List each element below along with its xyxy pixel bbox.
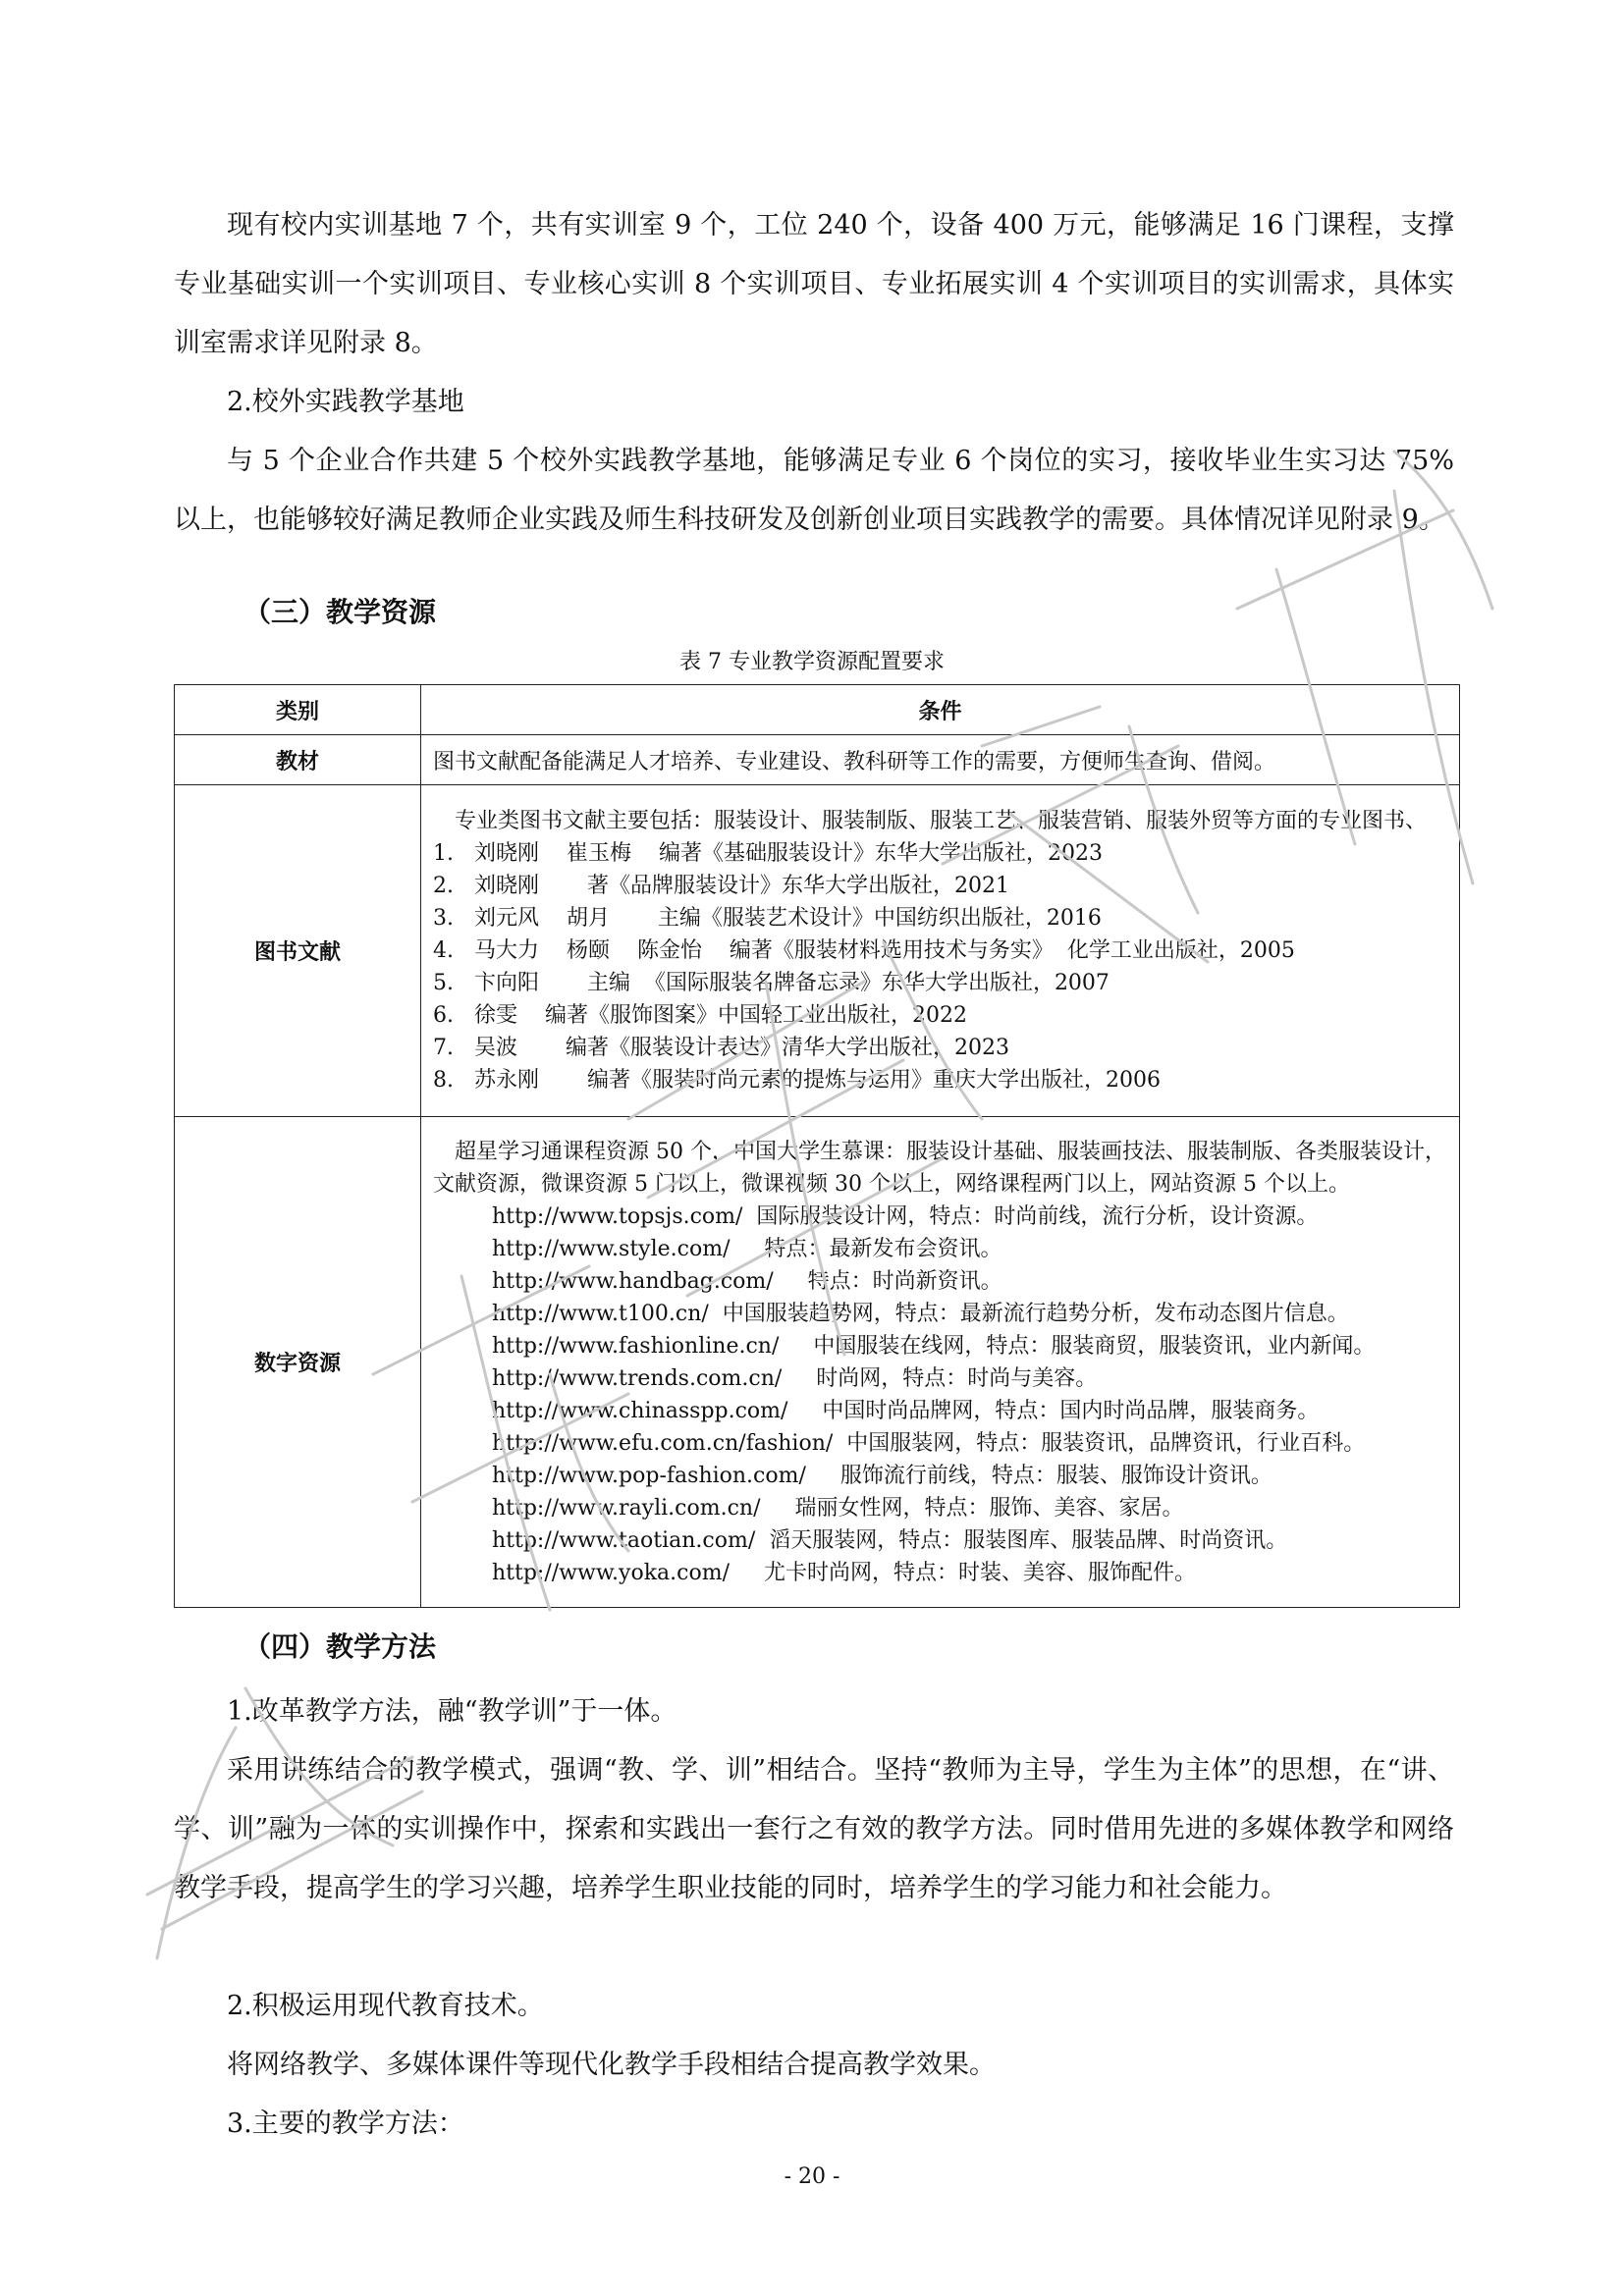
book-item-text: 马大力 杨颐 陈金怡 编著《服装材料选用技术与务实》 化学工业出版社，2005 <box>474 938 1295 963</box>
paragraph-method-reform: 1.改革教学方法，融“教学训”于一体。 <box>227 1696 677 1727</box>
paragraph-external-base: 与 5 个企业合作共建 5 个校外实践教学基地，能够满足专业 6 个岗位的实习，接收毕业生实习达 75%以上，也能够较好满足教师企业实践及师生科技研发及创新创业项目实践教学的需要。具体情况详见附录 9。 <box>174 446 1454 535</box>
book-item-number: 1. <box>433 841 454 866</box>
book-item-text: 刘晓刚 著《品牌服装设计》东华大学出版社，2021 <box>474 874 1009 898</box>
book-item <box>433 1032 1447 1064</box>
book-item-number: 4. <box>433 938 454 963</box>
website-resource-item: http://www.chinasspp.com/ 中国时尚品牌网，特点：国内时尚品牌，服装商务。 <box>492 1398 1320 1423</box>
book-item <box>433 999 1447 1032</box>
table-row-textbook <box>175 735 1460 785</box>
book-item-text: 卞向阳 主编 《国际服装名牌备忘录》东华大学出版社，2007 <box>474 971 1110 995</box>
category-textbook: 教材 <box>175 735 421 785</box>
condition-digital <box>421 1117 1460 1608</box>
book-item-number: 8. <box>433 1068 454 1093</box>
website-resource-item: http://www.efu.com.cn/fashion/ 中国服装网，特点：服装资讯，品牌资讯，行业百科。 <box>492 1430 1366 1456</box>
table-row-books <box>175 785 1460 1117</box>
condition-textbook: 图书文献配备能满足人才培养、专业建设、教科研等工作的需要，方便师生查询、借阅。 <box>421 735 1460 785</box>
book-item <box>433 837 1447 870</box>
book-item-text: 刘晓刚 崔玉梅 编著《基础服装设计》东华大学出版社，2023 <box>474 841 1103 866</box>
page-number: - 20 - <box>784 2164 840 2189</box>
book-item-text: 刘元风 胡月 主编《服装艺术设计》中国纺织出版社，2016 <box>474 906 1102 931</box>
book-item <box>433 870 1447 902</box>
website-resource-item: http://www.yoka.com/ 尤卡时尚网，特点：时装、美容、服饰配件。 <box>492 1560 1196 1585</box>
book-item-number: 7. <box>433 1036 454 1060</box>
header-category: 类别 <box>175 685 421 735</box>
book-item-number: 2. <box>433 874 454 898</box>
website-resource-item: http://www.style.com/ 特点：最新发布会资讯。 <box>492 1236 1002 1261</box>
site-list <box>433 1201 1447 1589</box>
category-digital: 数字资源 <box>175 1117 421 1608</box>
website-resource-item: http://www.fashionline.cn/ 中国服装在线网，特点：服装商贸，服装资讯，业内新闻。 <box>492 1333 1376 1359</box>
website-resource-item: http://www.topsjs.com/ 国际服装设计网，特点：时尚前线，流行分析，设计资源。 <box>492 1203 1319 1229</box>
book-item-number: 5. <box>433 971 454 995</box>
website-resource-item: http://www.handbag.com/ 特点：时尚新资讯。 <box>492 1268 1002 1294</box>
paragraph-teaching-mode: 采用讲练结合的教学模式，强调“教、学、训”相结合。坚持“教师为主导，学生为主体”的思想，在“讲、学、训”融为一体的实训操作中，探索和实践出一套行之有效的教学方法。同时借用先进的多媒体教学和网络教学手段，提高学生的学习兴趣，培养学生职业技能的同时，培养学生的学习能力和社会能力。 <box>174 1755 1454 1903</box>
book-item-number: 6. <box>433 1003 454 1028</box>
table-caption: 表 7 专业教学资源配置要求 <box>679 650 945 674</box>
paragraph-modern-tech: 将网络教学、多媒体课件等现代化教学手段相结合提高教学效果。 <box>227 2050 996 2080</box>
website-resource-item: http://www.trends.com.cn/ 时尚网，特点：时尚与美容。 <box>492 1365 1098 1391</box>
book-item-text: 苏永刚 编著《服装时尚元素的提炼与运用》重庆大学出版社，2006 <box>474 1068 1161 1093</box>
paragraph-training-base: 现有校内实训基地 7 个，共有实训室 9 个，工位 240 个，设备 400 万元，能够满足 16 门课程，支撑专业基础实训一个实训项目、专业核心实训 8 个实训项目、专业拓展实训 4 个实训项目的实训需求，具体实训室需求详见附录 8。 <box>174 210 1454 358</box>
table-row-digital <box>175 1117 1460 1608</box>
book-item-text: 徐雯 编著《服饰图案》中国轻工业出版社，2022 <box>474 1003 967 1028</box>
website-resource-item: http://www.pop-fashion.com/ 服饰流行前线，特点：服装、服饰设计资讯。 <box>492 1463 1272 1488</box>
book-list <box>433 837 1447 1096</box>
paragraph-main-methods: 3.主要的教学方法： <box>227 2109 464 2139</box>
table-header-row <box>175 685 1460 735</box>
website-resource-item: http://www.taotian.com/ 滔天服装网，特点：服装图库、服装品牌、时尚资讯。 <box>492 1527 1288 1553</box>
section-heading-resources: （三）教学资源 <box>244 596 437 628</box>
book-item <box>433 934 1447 967</box>
books-intro: 专业类图书文献主要包括：服装设计、服装制版、服装工艺、服装营销、服装外贸等方面的专业图书、 <box>455 809 1428 833</box>
paragraph-external-base-title: 2.校外实践教学基地 <box>227 387 464 417</box>
condition-books <box>421 785 1460 1117</box>
website-resource-item: http://www.t100.cn/ 中国服装趋势网，特点：最新流行趋势分析，发布动态图片信息。 <box>492 1301 1349 1326</box>
book-item-number: 3. <box>433 906 454 931</box>
header-condition: 条件 <box>421 685 1460 735</box>
book-item <box>433 967 1447 999</box>
category-books: 图书文献 <box>175 785 421 1117</box>
website-resource-item: http://www.rayli.com.cn/ 瑞丽女性网，特点：服饰、美容、家居。 <box>492 1495 1184 1521</box>
section-heading-methods: （四）教学方法 <box>244 1630 437 1663</box>
paragraph-modern-tech-title: 2.积极运用现代教育技术。 <box>227 1991 544 2021</box>
book-item <box>433 1064 1447 1096</box>
resource-table <box>174 684 1460 1608</box>
book-item <box>433 902 1447 934</box>
book-item-text: 吴波 编著《服装设计表达》清华大学出版社，2023 <box>474 1036 1009 1060</box>
digital-intro: 超星学习通课程资源 50 个，中国大学生慕课：服装设计基础、服装画技法、服装制版、各类服装设计，文献资源，微课资源 5 门以上，微课视频 30 个以上，网络课程两门以上，网站资源 5 个以上。 <box>433 1139 1446 1197</box>
